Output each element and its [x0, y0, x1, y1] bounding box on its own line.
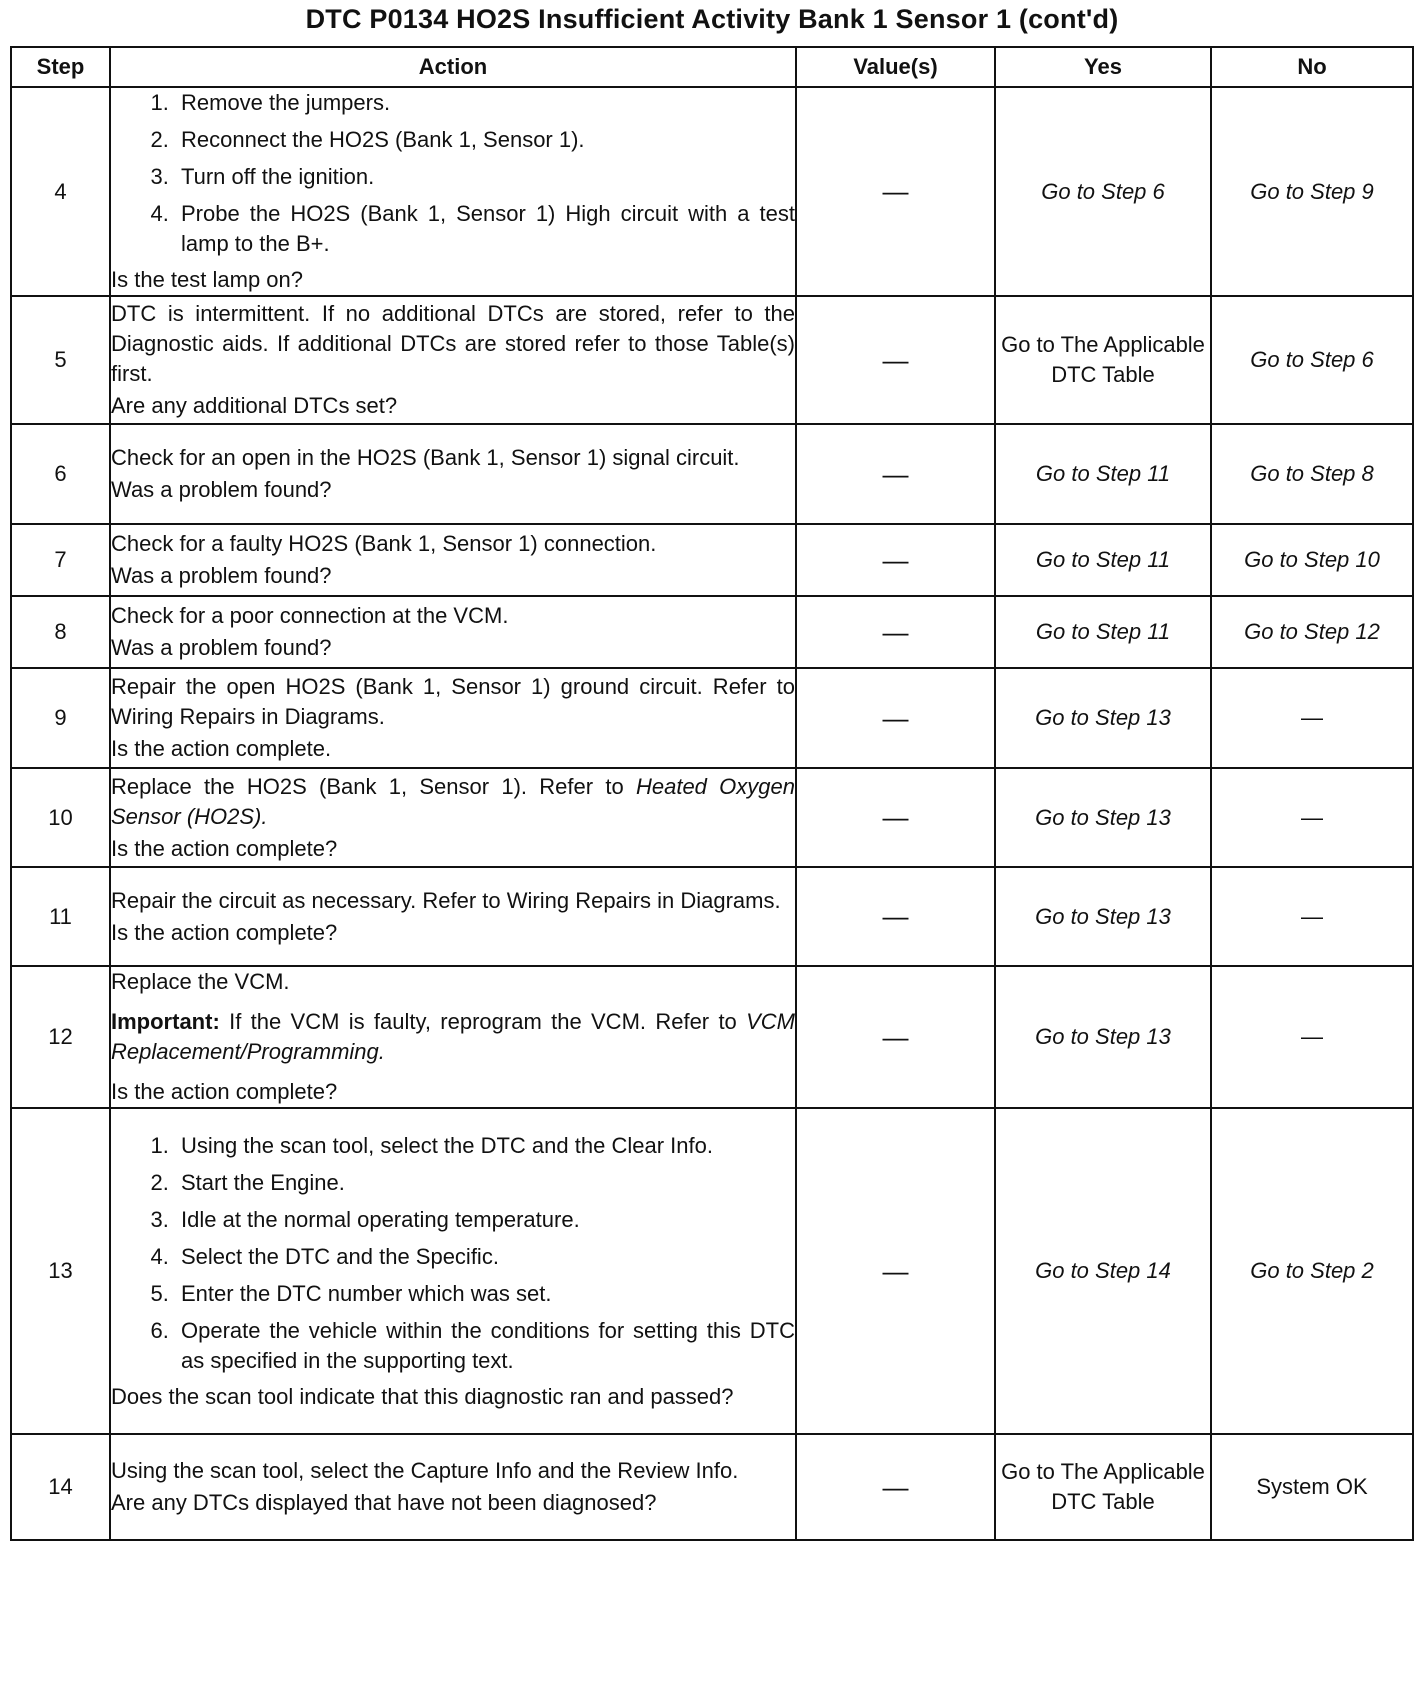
yes-result: Go to Step 13	[1035, 804, 1171, 830]
step-number: 4	[11, 87, 110, 296]
page-title: DTC P0134 HO2S Insufficient Activity Bank 1 Sensor 1 (cont'd)	[305, 4, 1119, 34]
no-result: Go to Step 6	[1250, 347, 1374, 372]
reference-link-text: Heated Oxygen Sensor (HO2S).	[111, 773, 795, 829]
action-text: Check for a poor connection at the VCM.	[111, 603, 509, 628]
action-question: Is the action complete.	[111, 736, 332, 761]
action-question: Is the test lamp on?	[111, 267, 303, 292]
no-result: —	[1301, 1024, 1323, 1049]
yes-result: Go to The Applicable DTC Table	[1001, 332, 1205, 387]
yes-cell	[995, 596, 1211, 668]
no-result: —	[1301, 705, 1323, 730]
action-text: Repair the open HO2S (Bank 1, Sensor 1) ground circuit. Refer to Wiring Repairs in Diagrams.	[111, 674, 795, 729]
yes-cell	[995, 867, 1211, 966]
list-item: 1. Using the scan tool, select the DTC and the Clear Info.	[175, 1131, 795, 1161]
header-action: Action	[110, 47, 796, 87]
action-text: Repair the circuit as necessary. Refer to Wiring Repairs in Diagrams.	[111, 887, 781, 913]
reference-link-text: VCM Replacement/Programming.	[111, 1009, 795, 1064]
action-cell	[110, 296, 796, 424]
action-question: Is the action complete?	[111, 919, 338, 945]
no-cell	[1211, 524, 1413, 596]
action-question: Does the scan tool indicate that this diagnostic ran and passed?	[111, 1383, 734, 1409]
yes-result: Go to Step 13	[1035, 903, 1171, 929]
action-text	[111, 772, 795, 832]
list-item: 2. Reconnect the HO2S (Bank 1, Sensor 1).	[175, 125, 795, 155]
table-row	[11, 424, 1413, 524]
action-cell	[110, 1434, 796, 1540]
yes-cell	[995, 668, 1211, 768]
value-cell: —	[796, 1434, 995, 1540]
no-result: Go to Step 12	[1244, 619, 1380, 644]
yes-result: Go to Step 13	[1035, 705, 1171, 730]
no-cell	[1211, 966, 1413, 1108]
yes-cell	[995, 87, 1211, 296]
important-note	[111, 1007, 795, 1067]
action-cell	[110, 524, 796, 596]
action-cell	[110, 668, 796, 768]
yes-result: Go to Step 6	[1041, 178, 1165, 204]
no-result: —	[1301, 903, 1323, 929]
action-cell	[110, 424, 796, 524]
table-row	[11, 596, 1413, 668]
table-row	[11, 668, 1413, 768]
no-result: Go to Step 2	[1250, 1258, 1374, 1283]
table-header-row	[11, 47, 1413, 87]
table-row	[11, 966, 1413, 1108]
value-cell: —	[796, 296, 995, 424]
list-item: 5. Enter the DTC number which was set.	[175, 1279, 795, 1309]
action-question: Was a problem found?	[111, 635, 332, 660]
action-cell	[110, 1108, 796, 1434]
action-text-prefix: Replace the HO2S (Bank 1, Sensor 1). Refer to	[111, 773, 636, 799]
value-cell: —	[796, 87, 995, 296]
yes-cell	[995, 1434, 1211, 1540]
action-cell	[110, 596, 796, 668]
yes-cell	[995, 524, 1211, 596]
diagnostic-table	[10, 46, 1414, 1541]
step-number: 5	[11, 296, 110, 424]
action-text: Using the scan tool, select the Capture Info and the Review Info.	[111, 1458, 739, 1483]
yes-result: Go to The Applicable DTC Table	[1001, 1459, 1205, 1514]
action-question: Are any additional DTCs set?	[111, 393, 398, 418]
step-number: 8	[11, 596, 110, 668]
action-question: Are any DTCs displayed that have not been diagnosed?	[111, 1490, 657, 1515]
step-number: 6	[11, 424, 110, 524]
step-number: 12	[11, 966, 110, 1108]
no-result: System OK	[1256, 1474, 1368, 1499]
action-text: Replace the VCM.	[111, 969, 290, 994]
value-cell: —	[796, 966, 995, 1108]
list-item: 3. Idle at the normal operating temperature.	[175, 1205, 795, 1235]
no-cell	[1211, 768, 1413, 867]
table-row	[11, 296, 1413, 424]
no-result: Go to Step 8	[1250, 461, 1374, 486]
action-question: Is the action complete?	[111, 1079, 338, 1104]
no-cell	[1211, 87, 1413, 296]
yes-result: Go to Step 11	[1035, 619, 1171, 644]
yes-result: Go to Step 13	[1035, 1024, 1171, 1049]
step-number: 9	[11, 668, 110, 768]
no-cell	[1211, 1434, 1413, 1540]
list-item: 2. Start the Engine.	[175, 1168, 795, 1198]
action-cell	[110, 966, 796, 1108]
action-text: Check for a faulty HO2S (Bank 1, Sensor 1) connection.	[111, 531, 657, 556]
value-cell: —	[796, 1108, 995, 1434]
value-cell: —	[796, 668, 995, 768]
no-cell	[1211, 296, 1413, 424]
step-number: 14	[11, 1434, 110, 1540]
list-item: 3. Turn off the ignition.	[175, 162, 795, 192]
table-row	[11, 87, 1413, 296]
step-number: 13	[11, 1108, 110, 1434]
step-number: 10	[11, 768, 110, 867]
no-result: Go to Step 9	[1250, 178, 1374, 204]
list-item: 6. Operate the vehicle within the conditions for setting this DTC as specified in the supporting text.	[175, 1316, 795, 1376]
value-cell: —	[796, 424, 995, 524]
value-cell: —	[796, 867, 995, 966]
list-item: 4. Probe the HO2S (Bank 1, Sensor 1) High circuit with a test lamp to the B+.	[175, 199, 795, 259]
yes-cell	[995, 768, 1211, 867]
no-result: Go to Step 10	[1244, 547, 1380, 572]
header-no: No	[1211, 47, 1413, 87]
list-item: 1. Remove the jumpers.	[175, 88, 795, 118]
table-row	[11, 1434, 1413, 1540]
yes-result: Go to Step 14	[1035, 1258, 1171, 1283]
action-text: DTC is intermittent. If no additional DTCs are stored, refer to the Diagnostic aids. If additional DTCs are stored refer to those Table(s) first.	[111, 301, 795, 386]
header-value: Value(s)	[796, 47, 995, 87]
yes-result: Go to Step 11	[1035, 461, 1171, 486]
action-list	[111, 1131, 795, 1376]
step-number: 11	[11, 867, 110, 966]
header-yes: Yes	[995, 47, 1211, 87]
table-row	[11, 524, 1413, 596]
action-list	[111, 88, 795, 259]
list-item: 4. Select the DTC and the Specific.	[175, 1242, 795, 1272]
value-cell: —	[796, 596, 995, 668]
important-text: If the VCM is faulty, reprogram the VCM. Refer to	[219, 1009, 747, 1034]
no-cell	[1211, 1108, 1413, 1434]
header-step: Step	[11, 47, 110, 87]
value-cell: —	[796, 524, 995, 596]
no-cell	[1211, 424, 1413, 524]
yes-result: Go to Step 11	[1035, 547, 1171, 572]
table-row	[11, 1108, 1413, 1434]
no-result: —	[1301, 804, 1323, 830]
no-cell	[1211, 596, 1413, 668]
yes-cell	[995, 966, 1211, 1108]
important-label: Important:	[111, 1009, 220, 1034]
step-number: 7	[11, 524, 110, 596]
action-question: Was a problem found?	[111, 563, 332, 588]
yes-cell	[995, 1108, 1211, 1434]
action-question: Was a problem found?	[111, 477, 332, 502]
yes-cell	[995, 296, 1211, 424]
table-row	[11, 768, 1413, 867]
action-cell	[110, 768, 796, 867]
action-question: Is the action complete?	[111, 835, 338, 861]
value-cell: —	[796, 768, 995, 867]
yes-cell	[995, 424, 1211, 524]
action-text: Check for an open in the HO2S (Bank 1, Sensor 1) signal circuit.	[111, 445, 740, 470]
no-cell	[1211, 668, 1413, 768]
table-row	[11, 867, 1413, 966]
no-cell	[1211, 867, 1413, 966]
action-cell	[110, 867, 796, 966]
action-cell	[110, 87, 796, 296]
